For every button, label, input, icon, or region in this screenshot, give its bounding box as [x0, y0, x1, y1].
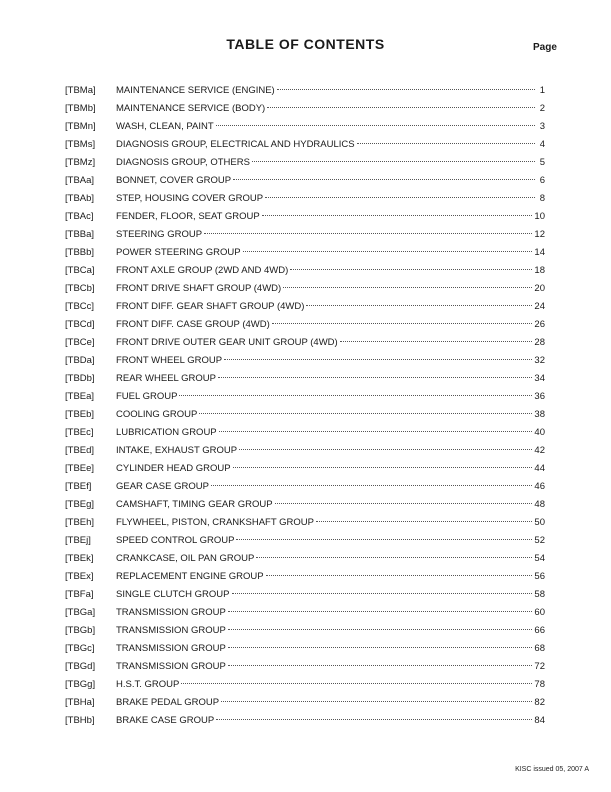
- dot-leader: [266, 575, 533, 576]
- toc-entry-code: [TBEf]: [65, 481, 92, 492]
- toc-entry-code: [TBBa]: [65, 229, 95, 240]
- toc-entry-label[interactable]: MAINTENANCE SERVICE (BODY): [116, 103, 266, 114]
- toc-entry-label[interactable]: TRANSMISSION GROUP: [116, 661, 226, 672]
- toc-entry-code: [TBGa]: [65, 607, 96, 618]
- toc-entry-code: [TBCe]: [65, 337, 95, 348]
- toc-entry-page-number[interactable]: 26: [534, 319, 545, 330]
- dot-leader: [340, 341, 533, 342]
- toc-entry[interactable]: [65, 406, 545, 424]
- toc-entry[interactable]: [65, 100, 545, 118]
- toc-entry-code: [TBMz]: [65, 157, 96, 168]
- toc-entry-label[interactable]: REAR WHEEL GROUP: [116, 373, 216, 384]
- toc-entry-code: [TBEj]: [65, 535, 91, 546]
- toc-entry-page-number[interactable]: 68: [534, 643, 545, 654]
- toc-entry[interactable]: [65, 496, 545, 514]
- toc-entry-code: [TBEk]: [65, 553, 94, 564]
- toc-entry-label[interactable]: CYLINDER HEAD GROUP: [116, 463, 231, 474]
- toc-entry-code: [TBEa]: [65, 391, 95, 402]
- toc-entry-code: [TBEg]: [65, 499, 95, 510]
- toc-entry-label[interactable]: POWER STEERING GROUP: [116, 247, 241, 258]
- dot-leader: [243, 251, 533, 252]
- toc-entry-page-number[interactable]: 3: [539, 121, 545, 132]
- toc-entry[interactable]: [65, 316, 545, 334]
- toc-entry-page-number[interactable]: 52: [534, 535, 545, 546]
- dot-leader: [239, 449, 532, 450]
- dot-leader: [221, 701, 532, 702]
- toc-entry[interactable]: [65, 712, 545, 730]
- toc-entry-code: [TBBb]: [65, 247, 95, 258]
- toc-entry-label[interactable]: FRONT WHEEL GROUP: [116, 355, 223, 366]
- toc-entry-label[interactable]: TRANSMISSION GROUP: [116, 643, 226, 654]
- toc-entry-label[interactable]: BRAKE PEDAL GROUP: [116, 697, 220, 708]
- toc-entry-page-number[interactable]: 72: [534, 661, 545, 672]
- toc-entry[interactable]: [65, 676, 545, 694]
- toc-entry-label[interactable]: TRANSMISSION GROUP: [116, 607, 226, 618]
- toc-entry[interactable]: [65, 424, 545, 442]
- dot-leader: [216, 719, 532, 720]
- footer-issue-note: KISC issued 05, 2007 A: [515, 766, 589, 773]
- toc-entry-label[interactable]: WASH, CLEAN, PAINT: [116, 121, 214, 132]
- toc-entry-page-number[interactable]: 20: [534, 283, 545, 294]
- toc-entry[interactable]: [65, 514, 545, 532]
- dot-leader: [204, 233, 532, 234]
- toc-entry-page-number[interactable]: 50: [534, 517, 545, 528]
- toc-entry-page-number[interactable]: 36: [534, 391, 545, 402]
- toc-entry-label[interactable]: BRAKE CASE GROUP: [116, 715, 215, 726]
- dot-leader: [211, 485, 533, 486]
- toc-entry-label[interactable]: FRONT DRIVE SHAFT GROUP (4WD): [116, 283, 282, 294]
- dot-leader: [272, 323, 533, 324]
- toc-entry-code: [TBHb]: [65, 715, 95, 726]
- toc-entry-page-number[interactable]: 14: [534, 247, 545, 258]
- toc-entry[interactable]: [65, 370, 545, 388]
- dot-leader: [316, 521, 532, 522]
- dot-leader: [228, 647, 533, 648]
- page-column-header: Page: [533, 42, 557, 53]
- toc-entry-label[interactable]: INTAKE, EXHAUST GROUP: [116, 445, 238, 456]
- toc-entry[interactable]: [65, 226, 545, 244]
- dot-leader: [219, 431, 533, 432]
- toc-entry-label[interactable]: H.S.T. GROUP: [116, 679, 180, 690]
- toc-entry-code: [TBFa]: [65, 589, 94, 600]
- toc-entry-code: [TBAb]: [65, 193, 95, 204]
- toc-entry-page-number[interactable]: 44: [534, 463, 545, 474]
- toc-entry-label[interactable]: MAINTENANCE SERVICE (ENGINE): [116, 85, 275, 96]
- dot-leader: [256, 557, 532, 558]
- toc-entry[interactable]: [65, 118, 545, 136]
- dot-leader: [267, 107, 535, 108]
- toc-entry-label[interactable]: SINGLE CLUTCH GROUP: [116, 589, 230, 600]
- dot-leader: [306, 305, 532, 306]
- toc-entry[interactable]: [65, 244, 545, 262]
- dot-leader: [228, 611, 533, 612]
- toc-entry-label[interactable]: FENDER, FLOOR, SEAT GROUP: [116, 211, 260, 222]
- toc-entry[interactable]: [65, 622, 545, 640]
- toc-entry-page-number[interactable]: 6: [539, 175, 545, 186]
- toc-entry[interactable]: [65, 208, 545, 226]
- toc-entry-label[interactable]: FUEL GROUP: [116, 391, 178, 402]
- toc-entry-code: [TBDa]: [65, 355, 95, 366]
- toc-entry[interactable]: [65, 460, 545, 478]
- dot-leader: [228, 629, 533, 630]
- toc-entry-page-number[interactable]: 56: [534, 571, 545, 582]
- toc-entry[interactable]: [65, 262, 545, 280]
- dot-leader: [228, 665, 533, 666]
- toc-entry-label[interactable]: CAMSHAFT, TIMING GEAR GROUP: [116, 499, 273, 510]
- toc-entry-label[interactable]: STEP, HOUSING COVER GROUP: [116, 193, 264, 204]
- toc-entry-label[interactable]: BONNET, COVER GROUP: [116, 175, 232, 186]
- toc-entry-page-number[interactable]: 82: [534, 697, 545, 708]
- toc-entry-code: [TBEc]: [65, 427, 94, 438]
- toc-entry-page-number[interactable]: 24: [534, 301, 545, 312]
- toc-entry-label[interactable]: TRANSMISSION GROUP: [116, 625, 226, 636]
- toc-entry-code: [TBMa]: [65, 85, 96, 96]
- toc-entry-page-number[interactable]: 1: [539, 85, 545, 96]
- toc-entry-code: [TBEx]: [65, 571, 94, 582]
- toc-entry[interactable]: [65, 568, 545, 586]
- toc-entry-page-number[interactable]: 58: [534, 589, 545, 600]
- toc-entry[interactable]: [65, 442, 545, 460]
- dot-leader: [262, 215, 533, 216]
- toc-entry-page-number[interactable]: 2: [539, 103, 545, 114]
- toc-entry-page-number[interactable]: 10: [534, 211, 545, 222]
- toc-entry[interactable]: [65, 550, 545, 568]
- toc-entry-page-number[interactable]: 66: [534, 625, 545, 636]
- toc-entry-label[interactable]: COOLING GROUP: [116, 409, 198, 420]
- toc-entry-label[interactable]: FLYWHEEL, PISTON, CRANKSHAFT GROUP: [116, 517, 314, 528]
- toc-entry-code: [TBAa]: [65, 175, 95, 186]
- dot-leader: [236, 539, 532, 540]
- toc-entry-page-number[interactable]: 28: [534, 337, 545, 348]
- toc-entry-code: [TBCa]: [65, 265, 95, 276]
- toc-entry[interactable]: [65, 190, 545, 208]
- toc-entry[interactable]: [65, 280, 545, 298]
- toc-entry[interactable]: [65, 352, 545, 370]
- toc-entry-code: [TBMs]: [65, 139, 96, 150]
- toc-entry-code: [TBCd]: [65, 319, 95, 330]
- toc-entry-label[interactable]: REPLACEMENT ENGINE GROUP: [116, 571, 264, 582]
- toc-entry-label[interactable]: FRONT DIFF. GEAR SHAFT GROUP (4WD): [116, 301, 305, 312]
- toc-entry[interactable]: [65, 298, 545, 316]
- toc-entry-label[interactable]: GEAR CASE GROUP: [116, 481, 209, 492]
- toc-entry-page-number[interactable]: 38: [534, 409, 545, 420]
- toc-entry[interactable]: [65, 154, 545, 172]
- dot-leader: [357, 143, 535, 144]
- toc-entry-page-number[interactable]: 8: [539, 193, 545, 204]
- toc-entry-page-number[interactable]: 34: [534, 373, 545, 384]
- toc-entry-code: [TBDb]: [65, 373, 95, 384]
- toc-entry[interactable]: [65, 586, 545, 604]
- page-title: TABLE OF CONTENTS: [226, 36, 385, 52]
- dot-leader: [216, 125, 535, 126]
- toc-entry-page-number[interactable]: 12: [534, 229, 545, 240]
- toc-entry-page-number[interactable]: 18: [534, 265, 545, 276]
- dot-leader: [199, 413, 532, 414]
- dot-leader: [181, 683, 532, 684]
- dot-leader: [233, 179, 535, 180]
- toc-entry-code: [TBMn]: [65, 121, 96, 132]
- toc-entry-label[interactable]: FRONT DRIVE OUTER GEAR UNIT GROUP (4WD): [116, 337, 338, 348]
- toc-entry[interactable]: [65, 388, 545, 406]
- toc-entry[interactable]: [65, 82, 545, 100]
- toc-entry-code: [TBEd]: [65, 445, 95, 456]
- toc-entry[interactable]: [65, 334, 545, 352]
- toc-entry-page-number[interactable]: 78: [534, 679, 545, 690]
- toc-entry-code: [TBCc]: [65, 301, 95, 312]
- toc-entry-label[interactable]: FRONT DIFF. CASE GROUP (4WD): [116, 319, 270, 330]
- toc-entry-label[interactable]: SPEED CONTROL GROUP: [116, 535, 235, 546]
- toc-entry-code: [TBGb]: [65, 625, 96, 636]
- toc-entry-page-number[interactable]: 54: [534, 553, 545, 564]
- toc-entry[interactable]: [65, 604, 545, 622]
- dot-leader: [218, 377, 532, 378]
- toc-entry-code: [TBGd]: [65, 661, 96, 672]
- dot-leader: [290, 269, 532, 270]
- toc-entry-page-number[interactable]: 40: [534, 427, 545, 438]
- toc-entry-page-number[interactable]: 46: [534, 481, 545, 492]
- toc-entry-code: [TBEb]: [65, 409, 95, 420]
- table-of-contents: [65, 82, 545, 730]
- toc-entry-page-number[interactable]: 32: [534, 355, 545, 366]
- toc-entry[interactable]: [65, 478, 545, 496]
- toc-entry-page-number[interactable]: 5: [539, 157, 545, 168]
- toc-entry[interactable]: [65, 136, 545, 154]
- toc-entry-code: [TBEe]: [65, 463, 95, 474]
- dot-leader: [252, 161, 535, 162]
- toc-entry-code: [TBCb]: [65, 283, 95, 294]
- toc-entry-code: [TBHa]: [65, 697, 95, 708]
- toc-entry-page-number[interactable]: 60: [534, 607, 545, 618]
- toc-entry[interactable]: [65, 640, 545, 658]
- toc-entry-label[interactable]: FRONT AXLE GROUP (2WD AND 4WD): [116, 265, 289, 276]
- dot-leader: [233, 467, 533, 468]
- toc-entry[interactable]: [65, 694, 545, 712]
- toc-entry-code: [TBEh]: [65, 517, 95, 528]
- dot-leader: [277, 89, 535, 90]
- toc-entry-page-number[interactable]: 42: [534, 445, 545, 456]
- toc-entry-code: [TBGc]: [65, 643, 95, 654]
- toc-entry-code: [TBAc]: [65, 211, 94, 222]
- dot-leader: [265, 197, 535, 198]
- toc-entry-code: [TBMb]: [65, 103, 96, 114]
- toc-entry-code: [TBGg]: [65, 679, 96, 690]
- toc-entry[interactable]: [65, 532, 545, 550]
- toc-entry-label[interactable]: DIAGNOSIS GROUP, OTHERS: [116, 157, 250, 168]
- toc-entry-page-number[interactable]: 84: [534, 715, 545, 726]
- toc-entry-label[interactable]: STEERING GROUP: [116, 229, 203, 240]
- toc-entry[interactable]: [65, 658, 545, 676]
- toc-entry-label[interactable]: DIAGNOSIS GROUP, ELECTRICAL AND HYDRAULICS: [116, 139, 355, 150]
- dot-leader: [179, 395, 532, 396]
- dot-leader: [283, 287, 532, 288]
- dot-leader: [232, 593, 533, 594]
- toc-entry-page-number[interactable]: 48: [534, 499, 545, 510]
- toc-entry-label[interactable]: CRANKCASE, OIL PAN GROUP: [116, 553, 255, 564]
- dot-leader: [275, 503, 533, 504]
- toc-entry-label[interactable]: LUBRICATION GROUP: [116, 427, 217, 438]
- toc-entry[interactable]: [65, 172, 545, 190]
- dot-leader: [224, 359, 532, 360]
- toc-entry-page-number[interactable]: 4: [539, 139, 545, 150]
